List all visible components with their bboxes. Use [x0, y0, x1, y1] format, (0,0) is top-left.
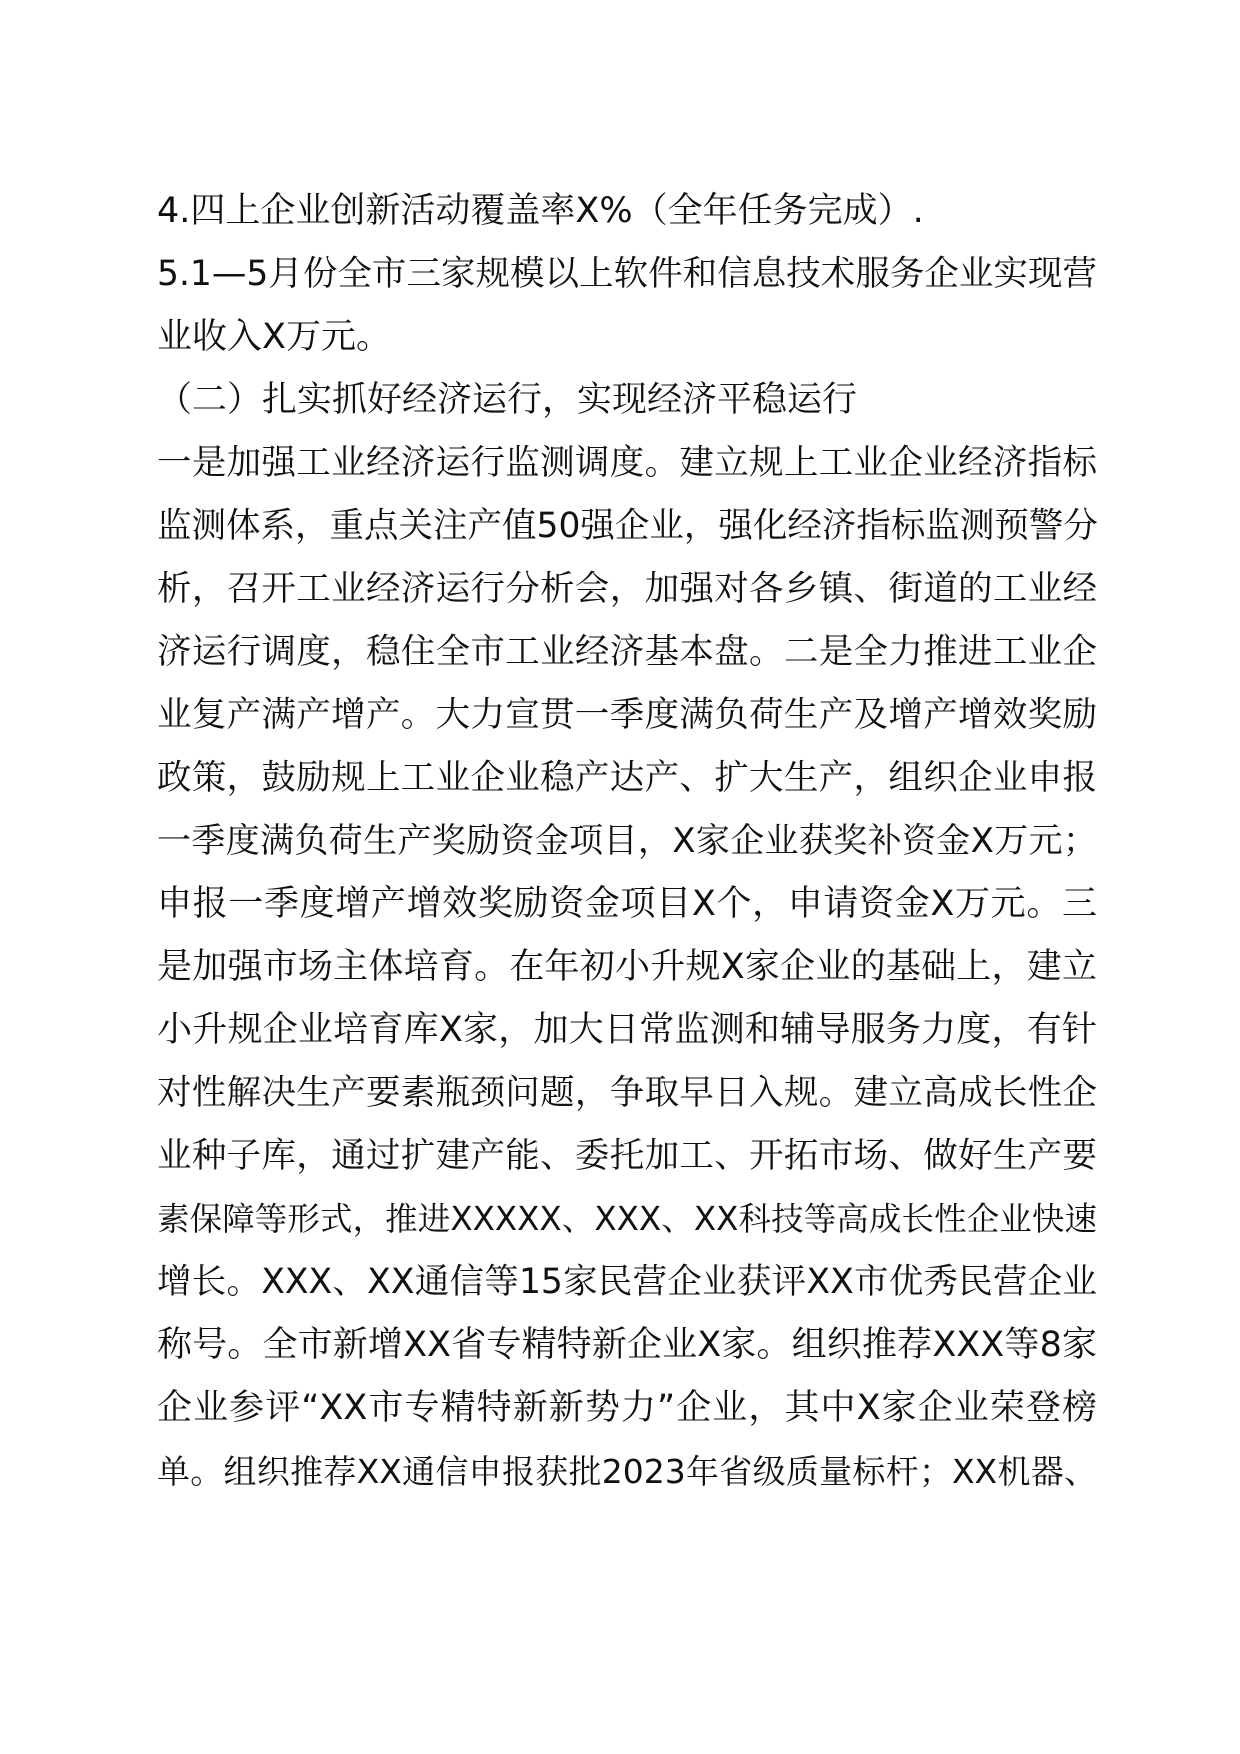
paragraph-line: 一是加强工业经济运行监测调度。建立规上工业企业经济指标	[157, 443, 1097, 483]
paragraph-line: 一季度满负荷生产奖励资金项目，X家企业获奖补资金X万元；	[157, 821, 1097, 861]
paragraph-line: 对性解决生产要素瓶颈问题，争取早日入规。建立高成长性企	[157, 1073, 1097, 1113]
paragraph-line: 析，召开工业经济运行分析会，加强对各乡镇、街道的工业经	[157, 569, 1097, 609]
paragraph-line: 业复产满产增产。大力宣贯一季度满负荷生产及增产增效奖励	[157, 695, 1097, 735]
paragraph-line: 小升规企业培育库X家，加大日常监测和辅导服务力度，有针	[157, 1010, 1097, 1050]
section-heading-2: （二）扎实抓好经济运行，实现经济平稳运行	[157, 380, 858, 420]
paragraph-line: 政策，鼓励规上工业企业稳产达产、扩大生产，组织企业申报	[157, 758, 1097, 798]
paragraph-line: 称号。全市新增XX省专精特新企业X家。组织推荐XXX等8家	[157, 1325, 1097, 1365]
paragraph-line: 监测体系，重点关注产值50强企业，强化经济指标监测预警分	[157, 506, 1098, 546]
item-4-coverage-rate: 4.四上企业创新活动覆盖率X%（全年任务完成）.	[157, 191, 924, 231]
paragraph-line: 企业参评“XX市专精特新新势力”企业，其中X家企业荣登榜	[157, 1388, 1097, 1428]
paragraph-line: 素保障等形式，推进XXXXX、XXX、XX科技等高成长性企业快速	[157, 1200, 1097, 1238]
paragraph-line: 申报一季度增产增效奖励资金项目X个，申请资金X万元。三	[157, 884, 1097, 924]
document-body	[157, 180, 1097, 1503]
item-5-software-revenue-end: 业收入X万元。	[157, 317, 391, 357]
paragraph-line: 业种子库，通过扩建产能、委托加工、开拓市场、做好生产要	[157, 1136, 1097, 1176]
paragraph-line: 增长。XXX、XX通信等15家民营企业获评XX市优秀民营企业	[157, 1262, 1097, 1302]
item-5-software-revenue: 5.1—5月份全市三家规模以上软件和信息技术服务企业实现营	[157, 254, 1097, 294]
paragraph-line: 单。组织推荐XX通信申报获批2023年省级质量标杆；XX机器、	[157, 1452, 1097, 1491]
paragraph-line: 济运行调度，稳住全市工业经济基本盘。二是全力推进工业企	[157, 632, 1097, 672]
paragraph-line: 是加强市场主体培育。在年初小升规X家企业的基础上，建立	[157, 947, 1097, 987]
